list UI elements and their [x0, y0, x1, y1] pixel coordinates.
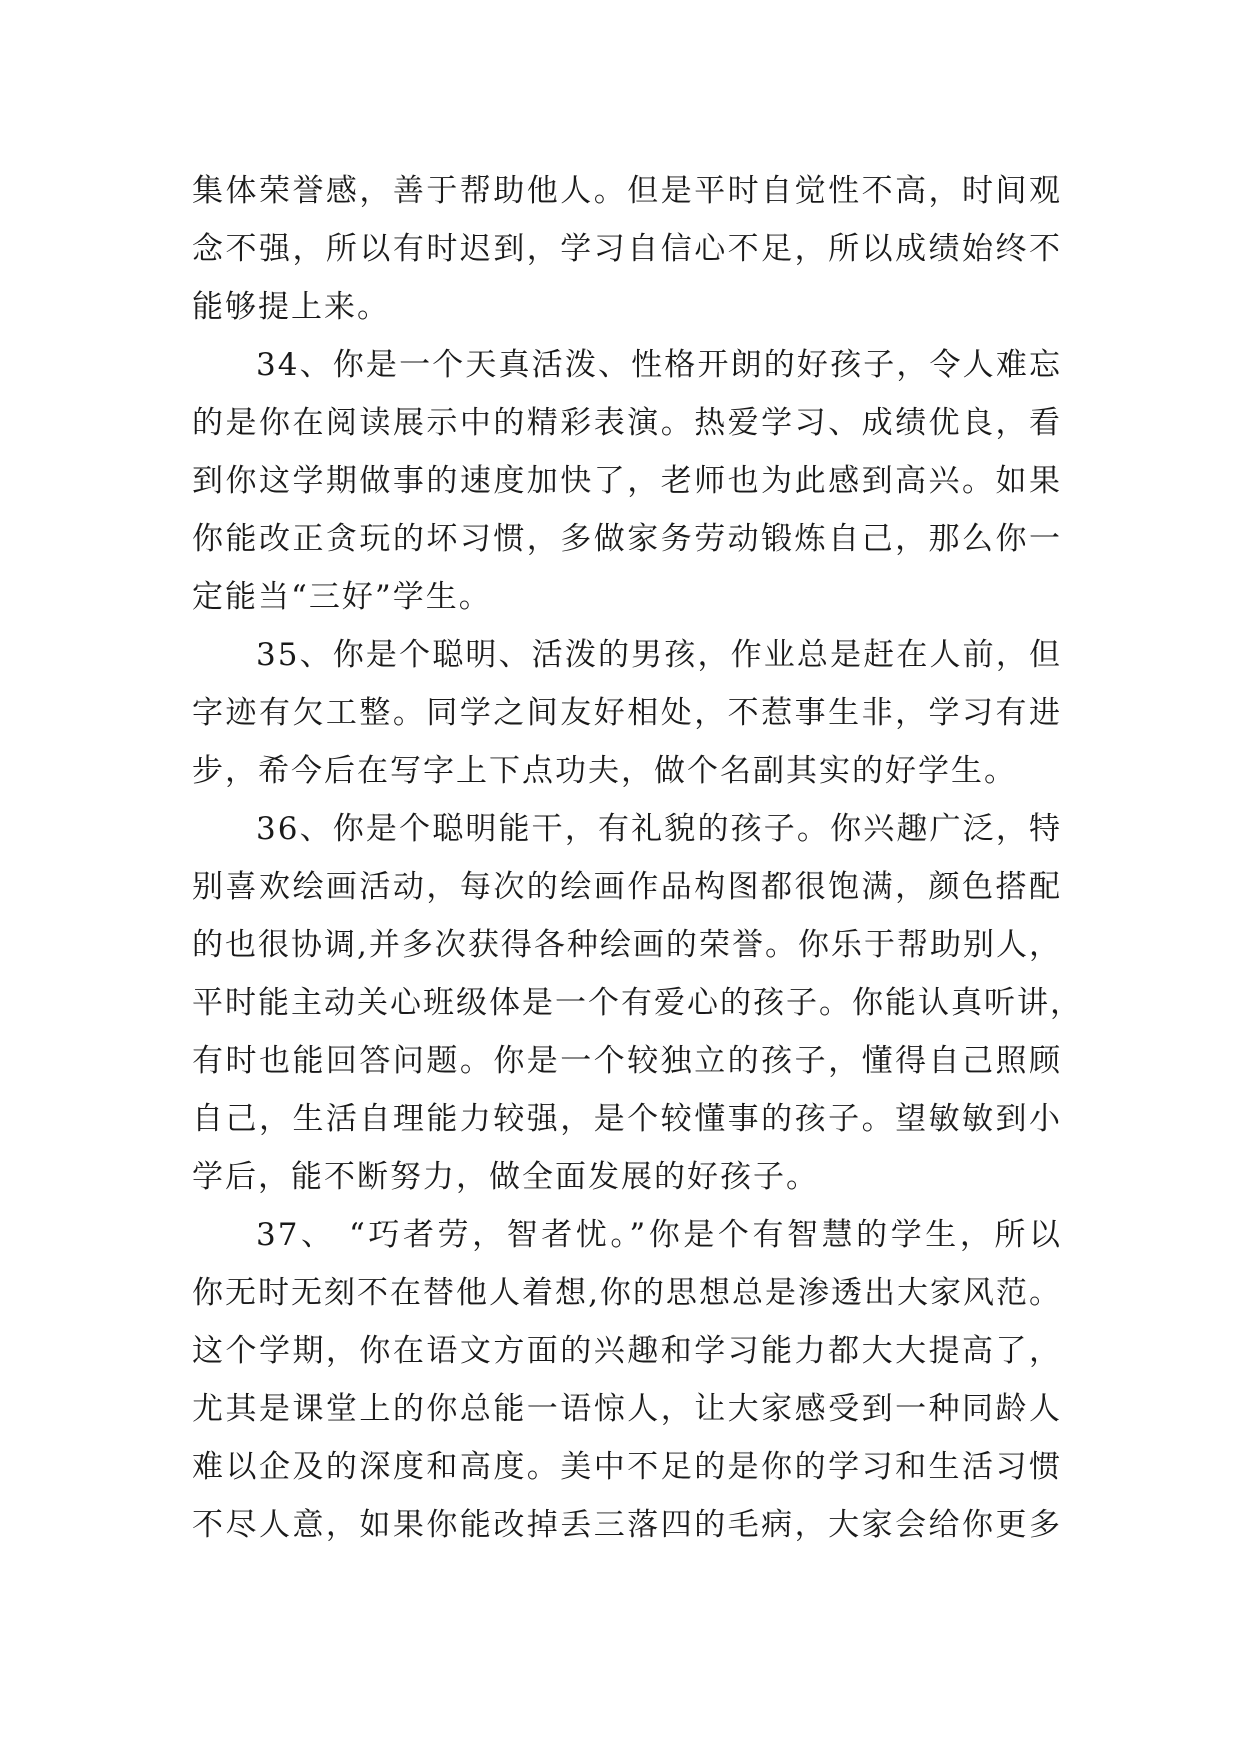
text-line: 难以企及的深度和高度。美中不足的是你的学习和生活习惯	[192, 1449, 1062, 1485]
text-line: 37、 “巧者劳，智者忧。”你是个有智慧的学生，所以	[256, 1217, 1062, 1253]
body-text	[192, 162, 1083, 1554]
text-line: 平时能主动关心班级体是一个有爱心的孩子。你能认真听讲，	[192, 985, 1083, 1021]
text-line: 到你这学期做事的速度加快了，老师也为此感到高兴。如果	[192, 463, 1062, 499]
text-line: 36、你是个聪明能干，有礼貌的孩子。你兴趣广泛，特	[256, 811, 1062, 847]
text-line: 学后，能不断努力，做全面发展的好孩子。	[192, 1159, 819, 1195]
text-line: 的也很协调,并多次获得各种绘画的荣誉。你乐于帮助别人，	[192, 927, 1062, 963]
text-line: 集体荣誉感，善于帮助他人。但是平时自觉性不高，时间观	[192, 173, 1062, 209]
text-line: 念不强，所以有时迟到，学习自信心不足，所以成绩始终不	[192, 231, 1062, 267]
text-line: 自己，生活自理能力较强，是个较懂事的孩子。望敏敏到小	[192, 1101, 1062, 1137]
text-line: 34、你是一个天真活泼、性格开朗的好孩子，令人难忘	[256, 347, 1062, 383]
text-line: 的是你在阅读展示中的精彩表演。热爱学习、成绩优良，看	[192, 405, 1062, 441]
text-line: 不尽人意，如果你能改掉丢三落四的毛病，大家会给你更多	[192, 1507, 1062, 1543]
text-line: 这个学期，你在语文方面的兴趣和学习能力都大大提高了，	[192, 1333, 1062, 1369]
text-line: 字迹有欠工整。同学之间友好相处，不惹事生非，学习有进	[192, 695, 1062, 731]
text-line: 步，希今后在写字上下点功夫，做个名副其实的好学生。	[192, 753, 1017, 789]
text-line: 尤其是课堂上的你总能一语惊人，让大家感受到一种同龄人	[192, 1391, 1062, 1427]
text-line: 别喜欢绘画活动，每次的绘画作品构图都很饱满，颜色搭配	[192, 869, 1062, 905]
text-line: 能够提上来。	[192, 289, 390, 325]
text-line: 你无时无刻不在替他人着想,你的思想总是渗透出大家风范。	[192, 1275, 1062, 1311]
text-line: 35、你是个聪明、活泼的男孩，作业总是赶在人前，但	[256, 637, 1062, 673]
text-line: 你能改正贪玩的坏习惯，多做家务劳动锻炼自己，那么你一	[192, 521, 1062, 557]
text-line: 有时也能回答问题。你是一个较独立的孩子，懂得自己照顾	[192, 1043, 1062, 1079]
text-line: 定能当“三好”学生。	[192, 579, 492, 615]
